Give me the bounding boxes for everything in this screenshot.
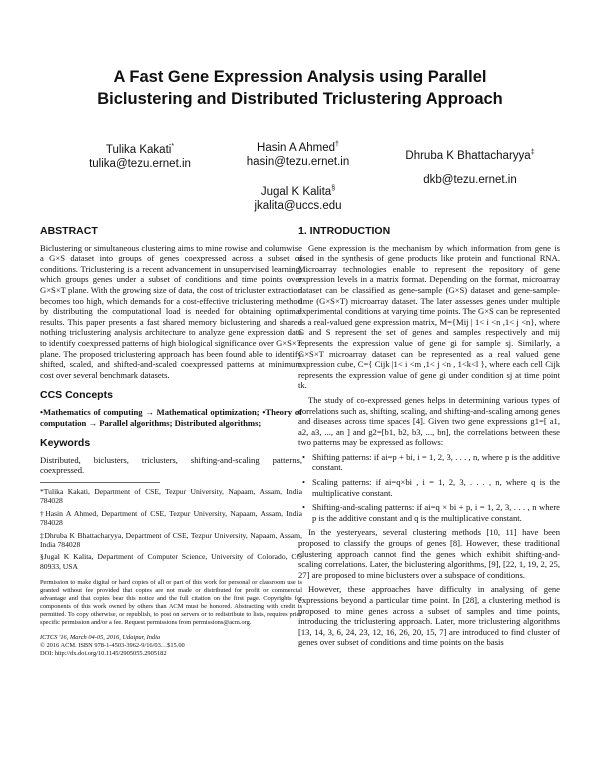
author-email: hasin@tezu.ernet.in xyxy=(246,155,350,168)
keywords-text: Distributed, biclusters, triclusters, shifting-and-scaling patterns, coexpressed. xyxy=(40,454,302,476)
title-line-1: A Fast Gene Expression Analysis using Parallel xyxy=(113,68,487,86)
footnote: *Tulika Kakati, Department of CSE, Tezpur University, Napaam, Assam, India 784028 xyxy=(40,486,302,506)
footnote: §Jugal K Kalita, Department of Computer Science, University of Colorado, CO 80933, USA xyxy=(40,552,302,571)
ccs-heading: CCS Concepts xyxy=(40,389,113,402)
copyright: © 2016 ACM. ISBN 978-1-4503-3962-9/16/03…$15.00 xyxy=(40,641,185,649)
author-email: tulika@tezu.ernet.in xyxy=(89,157,191,170)
ccs-text: •Mathematics of computing → Mathematical optimization; •Theory of computation → Parallel algorithms; Distributed algorithms; xyxy=(40,406,302,428)
author-email: dkb@tezu.ernet.in xyxy=(423,173,517,186)
list-item: • Scaling patterns: if ai=q×bi , i = 1, 2, 3, . . . , n, where q is the multiplicative constant. xyxy=(298,477,560,498)
intro-paragraph-4: However, these approaches have difficulty in analysing of gene expressions beyond a particular time point. In [28], a clustering method is proposed to mine genes across a subset of samples and time points, introducing the triclustering approach. Later, more triclustering algorithms [13, 14, 3, 6, 24, 23, 12, 16, 26, 20, 15, 7] are introduced to find cluster of genes over subset of conditions and time points on the basis xyxy=(298,584,560,648)
author-name: Tulika Kakati xyxy=(105,143,172,156)
intro-paragraph-3: In the yesteryears, several clustering methods [10, 11] have been proposed to classify the groups of genes [8]. However, these traditional clustering approach cannot find the genes which exhibit shifting-and-scaling correlations. Later, the biclustering algorithms, [9], [22, 1, 19, 2, 25, 27] are proposed to mine biclusters over a subspace of conditions. xyxy=(298,527,560,580)
footnote: †Hasin A Ahmed, Department of CSE, Tezpur University, Napaam, Assam, India 784028 xyxy=(40,508,302,528)
author-block-1 xyxy=(70,140,210,171)
author-mark: * xyxy=(171,143,175,150)
list-item: • Shifting patterns: if ai=p + bi, i = 1, 2, 3, . . . , n, where p is the additive constant. xyxy=(298,452,560,473)
right-column xyxy=(298,226,560,648)
title-line-2: Biclustering and Distributed Triclustering Approach xyxy=(97,90,503,108)
author-mark: § xyxy=(331,185,336,192)
permission-notice: Permission to make digital or hard copies of all or part of this work for personal or classroom use is granted without fee provided that copies are not made or distributed for profit or commercial advantage and that copies bear this notice and the full citation on the first page. Copyrights for components of this work owned by others than ACM must be honored. Abstracting with credit is permitted. To copy otherwise, or republish, to post on servers or to redistribute to lists, requires prior specific permission and/or a fee. Request permissions from permissions@acm.org. xyxy=(40,579,302,627)
introduction-heading: 1. INTRODUCTION xyxy=(298,225,391,237)
footnote: ‡Dhruba K Bhattacharyya, Department of CSE, Tezpur University, Napaam, Assam, India 784028 xyxy=(40,530,302,549)
author-name: Hasin A Ahmed xyxy=(257,141,336,154)
author-mark: ‡ xyxy=(530,149,535,156)
left-column xyxy=(40,226,302,658)
author-name: Dhruba K Bhattacharyya xyxy=(405,149,531,162)
author-mark: † xyxy=(335,141,339,148)
paper-title xyxy=(40,66,560,110)
doi: DOI: http://dx.doi.org/10.1145/2905055.2905182 xyxy=(40,649,167,657)
abstract-text: Biclustering or simultaneous clustering aims to mine rowise and columwise a G×S dataset into groups of genes coexpressed across a subset of conditions. Triclustering is a recent advancement in unsupervised learning, which groups genes under a subset of conditions and time points over G×S×T plane. With the growing size of data, the cost of tricluster extraction becomes too high, which demands for a cost-effective triclustering method by distributing the computational load is needed for obtaining optimal results. This paper presents a fast shared memory biclustering and shared nothing triclustering analysis architecture to analyze gene expression data to identify coexpressed patterns of high biological significance over G×S×T plane. The proposed triclustering approach has been found able to identify shifted, scaled, and shifted-and-scaled coexpressed patterns at minimum cost over several benchmark datasets. xyxy=(40,242,302,380)
keywords-heading: Keywords xyxy=(40,437,91,450)
intro-paragraph-2: The study of co-expressed genes helps in determining various types of correlations such as, shifting, scaling, and shifting-and-scaling among genes and diseases across time spaces [4]. Given two gene expressions g1=[ a1, a2, a3, ..., an ] and g2=[b1, b2, b3, ..., bn], the correlations between these two patterns may be expressed as follows: xyxy=(298,394,560,448)
author-block-2 xyxy=(228,138,368,169)
author-block-3 xyxy=(380,146,560,187)
author-block-4 xyxy=(228,182,368,213)
abstract-heading: ABSTRACT xyxy=(40,225,98,237)
list-item: • Shifting-and-scaling patterns: if ai=q × bi + p, i = 1, 2, 3, . . . , n where p is the additive constant and q is the multiplicative constant. xyxy=(298,502,560,523)
intro-paragraph-1: Gene expression is the mechanism by which information from gene is used in the synthesis of gene products like protein and functional RNA. Microarray technologies enable to represent the repository of gene expression levels in a matrix format. Depending on the format, microarray dataset can be classified as gene-sample (G×S) dataset and gene-sample-time (G×S×T) microarray dataset. The later assesses genes under multiple experimental conditions at varying time points. The G×S can be represented as a real-valued gene expression matrix, M={Mij | 1< i <n ,1< j <n}, where G and S represent the set of genes and samples respectively and mij represents the expression value of gene gi for sample sj. Similarly, a G×S×T microarray dataset can be represented as a real valued gene expression cube, C={ Cijk |1< i <m ,1< j <n , 1<k<l }, where each cell Cijk represents the expression value of gene gi under condition sj at time point tk. xyxy=(298,242,560,391)
venue: ICTCS '16, March 04-05, 2016, Udaipur, India xyxy=(40,633,161,641)
author-email: jkalita@uccs.edu xyxy=(254,199,342,212)
author-name: Jugal K Kalita xyxy=(260,185,332,198)
